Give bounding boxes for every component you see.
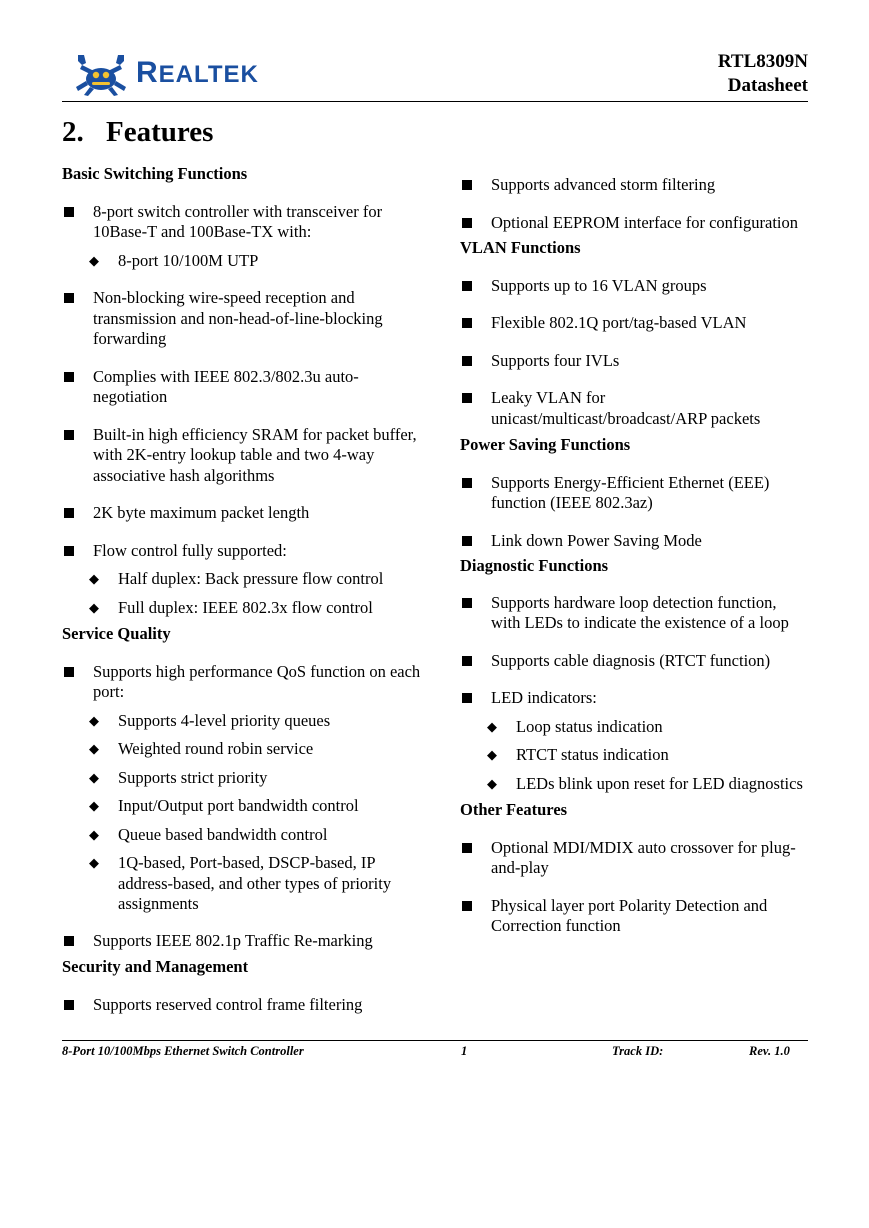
square-bullet-icon <box>462 901 472 911</box>
diamond-bullet-icon: ◆ <box>89 712 99 728</box>
page-header <box>62 46 808 102</box>
document-type: Datasheet <box>727 75 808 96</box>
diamond-bullet-icon: ◆ <box>89 769 99 785</box>
square-bullet-icon <box>64 430 74 440</box>
feature-subitem: ◆ Half duplex: Back pressure flow control <box>89 569 384 588</box>
square-bullet-icon <box>462 218 472 228</box>
feature-item: Non-blocking wire-speed reception and transmission and non-head-of-line-blocking forwarding <box>62 288 422 350</box>
section-title <box>62 114 213 150</box>
features-right-column <box>460 160 806 937</box>
square-bullet-icon <box>462 356 472 366</box>
square-bullet-icon <box>462 478 472 488</box>
feature-item: Flexible 802.1Q port/tag-based VLAN <box>460 313 806 334</box>
feature-subitem: ◆ 1Q-based, Port-based, DSCP-based, IP address-based, and other types of priority assignments <box>89 853 392 913</box>
feature-subitem: ◆ Supports 4-level priority queues <box>89 710 331 730</box>
square-bullet-icon <box>462 536 472 546</box>
feature-item: Supports four IVLs <box>460 351 806 372</box>
square-bullet-icon <box>462 318 472 328</box>
header-divider <box>62 101 808 102</box>
group-title-security-management: Security and Management <box>62 957 249 976</box>
realtek-crab-logo-icon <box>72 51 130 97</box>
diamond-bullet-icon: ◆ <box>89 741 99 756</box>
square-bullet-icon <box>462 598 472 608</box>
footer-page-number: 1 <box>461 1044 468 1058</box>
features-left-column <box>62 160 422 1015</box>
product-name: RTL8309N <box>717 51 808 72</box>
square-bullet-icon <box>64 508 74 518</box>
square-bullet-icon <box>462 180 472 190</box>
square-bullet-icon <box>64 546 74 556</box>
feature-subitem: ◆ Full duplex: IEEE 802.3x flow control <box>89 597 373 617</box>
feature-item: Supports up to 16 VLAN groups <box>460 276 806 297</box>
diamond-bullet-icon: ◆ <box>487 718 497 734</box>
feature-item: Leaky VLAN for unicast/multicast/broadcast/ARP packets <box>460 388 806 429</box>
feature-subitem: ◆ 8-port 10/100M UTP <box>89 250 259 270</box>
feature-subitem: ◆ Loop status indication <box>487 716 663 736</box>
footer-track-id: Track ID: <box>612 1044 664 1058</box>
feature-subitem: ◆ Weighted round robin service <box>89 739 314 758</box>
square-bullet-icon <box>462 281 472 291</box>
square-bullet-icon <box>462 656 472 666</box>
square-bullet-icon <box>462 843 472 853</box>
group-title-other-features: Other Features <box>460 800 568 819</box>
diamond-bullet-icon: ◆ <box>89 826 99 842</box>
square-bullet-icon <box>64 936 74 946</box>
group-title-power-saving: Power Saving Functions <box>460 435 631 454</box>
feature-item: Supports hardware loop detection function, with LEDs to indicate the existence of a loop <box>460 593 806 634</box>
feature-item: Flow control fully supported: <box>62 541 422 562</box>
document-identifier <box>718 50 808 98</box>
diamond-bullet-icon: ◆ <box>487 747 497 762</box>
section-number: 2. <box>62 116 84 148</box>
feature-subitem: ◆ Queue based bandwidth control <box>89 824 328 844</box>
footer-revision: Rev. 1.0 <box>749 1044 790 1058</box>
footer-divider <box>62 1040 808 1041</box>
feature-item: 2K byte maximum packet length <box>62 503 422 524</box>
diamond-bullet-icon: ◆ <box>89 571 99 586</box>
group-title-service-quality: Service Quality <box>62 624 171 643</box>
feature-subitem: ◆ Supports strict priority <box>89 767 268 787</box>
diamond-bullet-icon: ◆ <box>89 855 99 870</box>
feature-item: Supports reserved control frame filtering <box>62 995 422 1016</box>
square-bullet-icon <box>462 393 472 403</box>
feature-item: Optional MDI/MDIX auto crossover for plug-and-play <box>460 838 806 879</box>
feature-item: Optional EEPROM interface for configuration <box>460 213 806 234</box>
feature-subitem: ◆ LEDs blink upon reset for LED diagnostics <box>487 773 803 793</box>
group-title-diagnostic: Diagnostic Functions <box>460 556 609 575</box>
realtek-logo <box>72 50 259 98</box>
feature-item: Supports high performance QoS function on each port: <box>62 662 422 703</box>
diamond-bullet-icon: ◆ <box>89 599 99 615</box>
feature-item: Supports advanced storm filtering <box>460 175 806 196</box>
feature-item: 8-port switch controller with transceiver for 10Base-T and 100Base-TX with: <box>62 202 422 243</box>
feature-item: Built-in high efficiency SRAM for packet buffer, with 2K-entry lookup table and two 4-way associative hash algorithms <box>62 425 422 487</box>
feature-item: Physical layer port Polarity Detection and Correction function <box>460 896 806 937</box>
group-title-vlan: VLAN Functions <box>460 238 581 257</box>
square-bullet-icon <box>64 207 74 217</box>
square-bullet-icon <box>462 693 472 703</box>
feature-item: Link down Power Saving Mode <box>460 531 806 552</box>
square-bullet-icon <box>64 1000 74 1010</box>
footer-product-description: 8-Port 10/100Mbps Ethernet Switch Controller <box>62 1044 304 1058</box>
square-bullet-icon <box>64 667 74 677</box>
feature-item: Supports IEEE 802.1p Traffic Re-marking <box>62 931 422 952</box>
feature-subitem: ◆ Input/Output port bandwidth control <box>89 796 359 815</box>
realtek-wordmark: REALTEK <box>136 56 259 89</box>
group-title-basic-switching: Basic Switching Functions <box>62 164 248 183</box>
feature-subitem: ◆ RTCT status indication <box>487 745 669 764</box>
feature-item: Supports Energy-Efficient Ethernet (EEE) function (IEEE 802.3az) <box>460 473 806 514</box>
square-bullet-icon <box>64 372 74 382</box>
feature-item: Supports cable diagnosis (RTCT function) <box>460 651 806 672</box>
square-bullet-icon <box>64 293 74 303</box>
section-name: Features <box>106 116 214 148</box>
feature-item: Complies with IEEE 802.3/802.3u auto-negotiation <box>62 367 422 408</box>
diamond-bullet-icon: ◆ <box>89 252 99 268</box>
diamond-bullet-icon: ◆ <box>89 798 99 813</box>
diamond-bullet-icon: ◆ <box>487 775 497 791</box>
feature-item: LED indicators: <box>460 688 806 709</box>
